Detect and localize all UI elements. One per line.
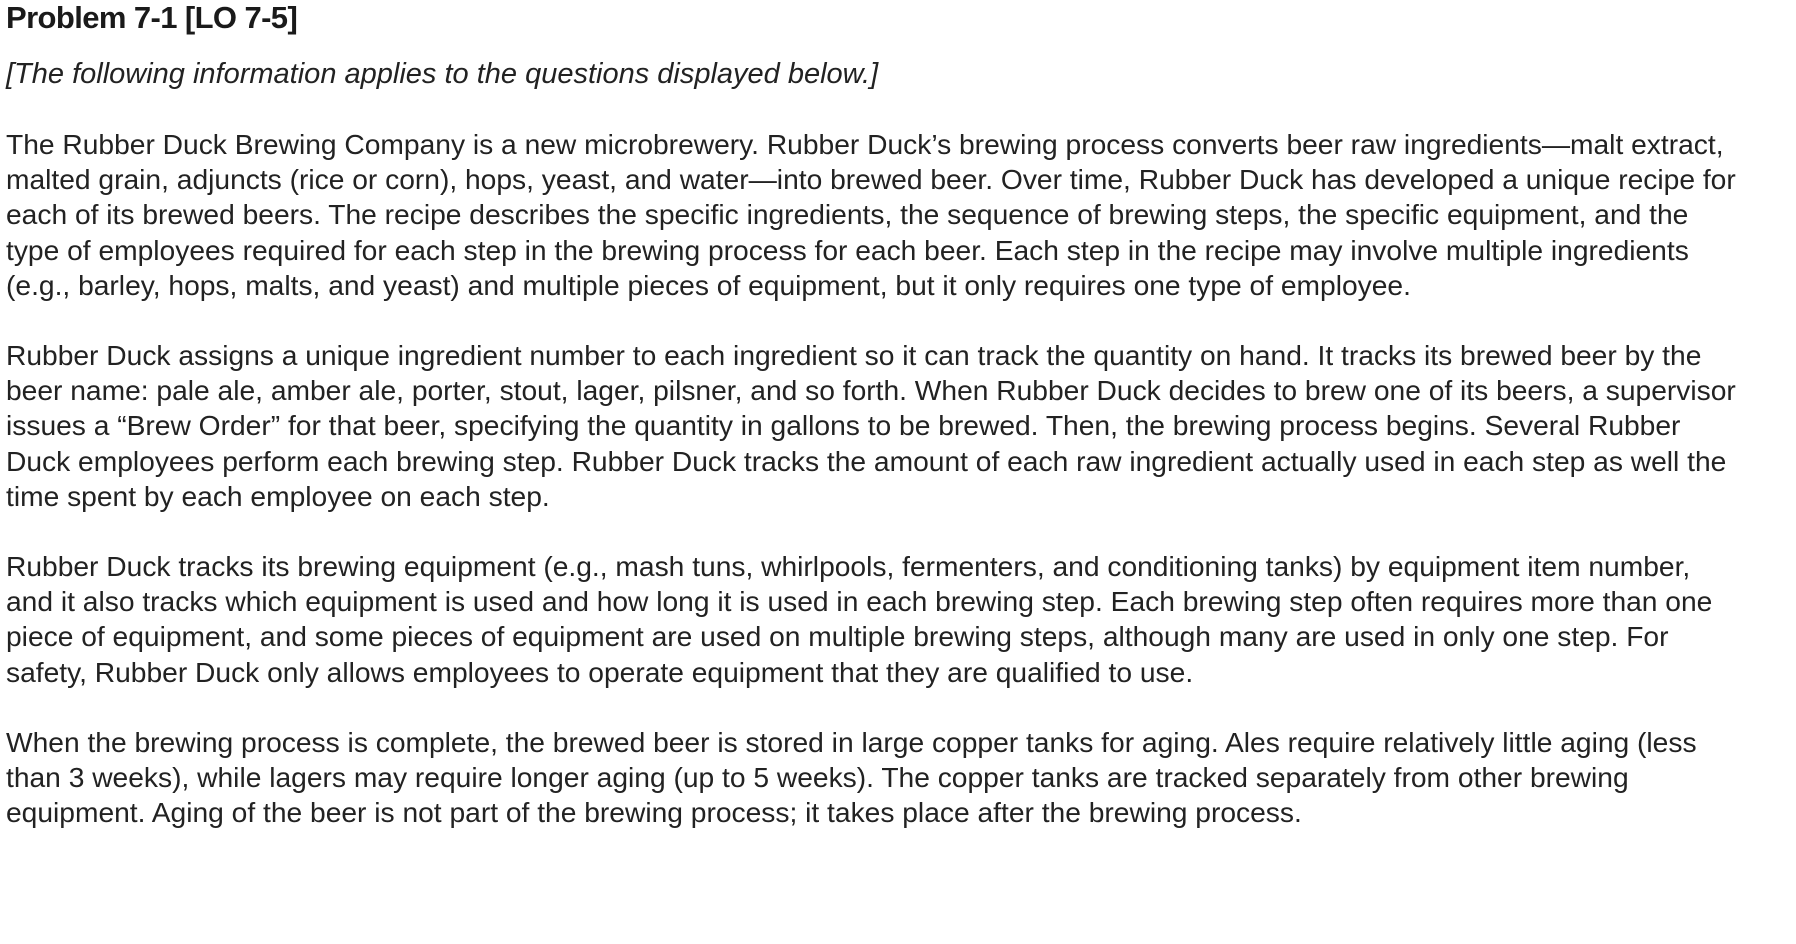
paragraph-aging: When the brewing process is complete, the brewed beer is stored in large copper tanks for aging. Ales require relatively little aging (less than 3 weeks), while lagers may require longer aging (up to 5 weeks). The copper tanks are tracked separately from other brewing equipment. Aging of the beer is not part of the brewing process; it takes place after the brewing process. xyxy=(6,725,1697,829)
problem-content xyxy=(6,0,1736,830)
problem-intro: [The following information applies to the questions displayed below.] xyxy=(6,58,879,90)
paragraph-equipment-tracking: Rubber Duck tracks its brewing equipment (e.g., mash tuns, whirlpools, fermenters, and conditioning tanks) by equipment item number, and it also tracks which equipment is used and how long it is used in each brewing step. Each brewing step often requires more than one piece of equipment, and some pieces of equipment are used on multiple brewing steps, although many are used in only one step. For safety, Rubber Duck only allows employees to operate equipment that they are qualified to use. xyxy=(6,550,1713,688)
problem-title: Problem 7-1 [LO 7-5] xyxy=(6,0,298,35)
paragraph-brewing-process: The Rubber Duck Brewing Company is a new microbrewery. Rubber Duck’s brewing process converts beer raw ingredients—malt extract, malted grain, adjuncts (rice or corn), hops, yeast, and water—into brewed beer. Over time, Rubber Duck has developed a unique recipe for each of its brewed beers. The recipe describes the specific ingredients, the sequence of brewing steps, the specific equipment, and the type of employees required for each step in the brewing process for each beer. Each step in the recipe may involve multiple ingredients (e.g., barley, hops, malts, and yeast) and multiple pieces of equipment, but it only requires one type of employee. xyxy=(6,128,1736,301)
paragraph-ingredient-tracking: Rubber Duck assigns a unique ingredient number to each ingredient so it can track the quantity on hand. It tracks its brewed beer by the beer name: pale ale, amber ale, porter, stout, lager, pilsner, and so forth. When Rubber Duck decides to brew one of its beers, a supervisor issues a “Brew Order” for that beer, specifying the quantity in gallons to be brewed. Then, the brewing process begins. Several Rubber Duck employees perform each brewing step. Rubber Duck tracks the amount of each raw ingredient actually used in each step as well the time spent by each employee on each step. xyxy=(6,339,1736,512)
